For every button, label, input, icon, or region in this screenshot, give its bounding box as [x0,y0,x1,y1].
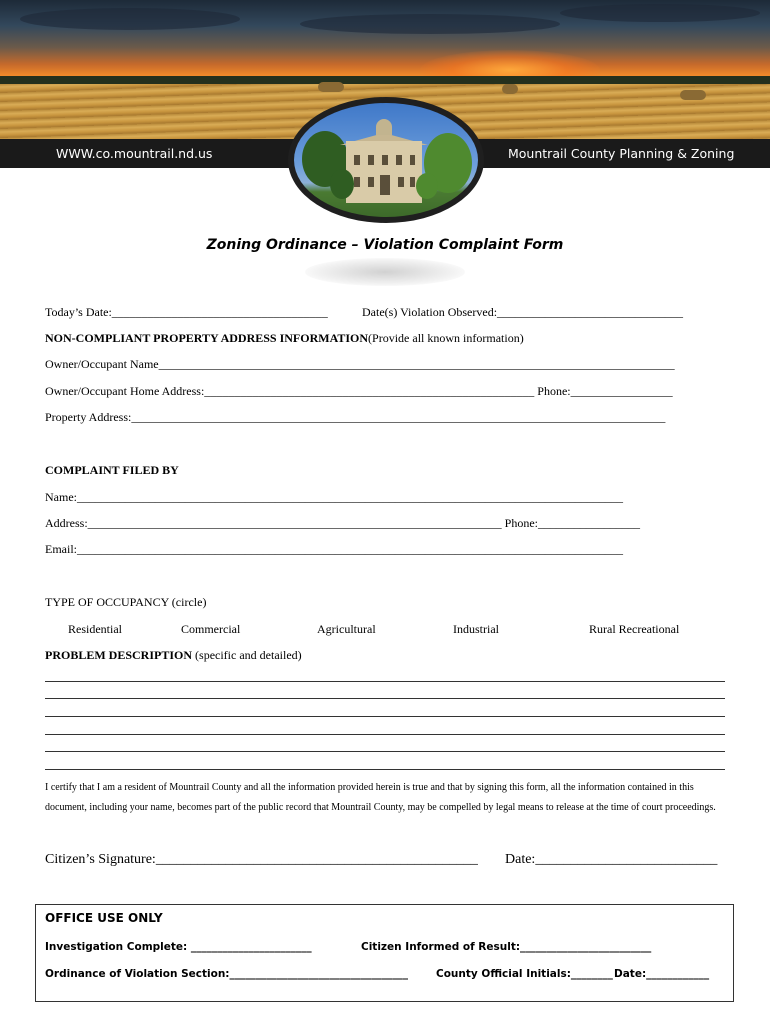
todays-date-field[interactable]: Today’s Date:____________________________________ [45,305,328,319]
problem-heading-note: (specific and detailed) [192,648,302,662]
window [368,177,374,187]
window [382,155,388,165]
office-date-field[interactable]: Date:____________ [614,968,710,980]
window [410,177,415,187]
ordinance-section-field[interactable]: Ordinance of Violation Section:__________________________________ [45,968,409,980]
hay-bale [318,82,344,92]
signature-date-field[interactable]: Date:__________________________ [505,852,718,867]
occupancy-agricultural[interactable]: Agricultural [317,622,376,636]
window [354,155,360,165]
problem-line[interactable] [45,751,725,752]
hay-bale [680,90,706,100]
problem-line[interactable] [45,769,725,770]
violation-date-field[interactable]: Date(s) Violation Observed:_______________________________ [362,305,684,319]
window [398,177,404,187]
title-shadow [305,258,465,286]
office-use-heading: OFFICE USE ONLY [45,911,163,925]
problem-line[interactable] [45,734,725,735]
property-section-heading [45,331,524,346]
courthouse-dome [376,119,392,135]
website-link[interactable]: WWW.co.mountrail.nd.us [56,146,213,161]
occupancy-residential[interactable]: Residential [68,622,122,636]
window [410,155,415,165]
problem-line[interactable] [45,716,725,717]
citizen-informed-field[interactable]: Citizen Informed of Result:_________________________ [361,941,652,953]
complaint-heading: COMPLAINT FILED BY [45,463,179,477]
form-title: Zoning Ordinance – Violation Complaint Form [206,237,564,253]
window [368,155,374,165]
occupancy-industrial[interactable]: Industrial [453,622,499,636]
problem-heading-text: PROBLEM DESCRIPTION [45,648,193,662]
county-initials-field[interactable]: County Official Initials:________ [436,968,613,980]
owner-address-field[interactable]: Owner/Occupant Home Address:_______________________________________________________ Phone:_________________ [45,384,673,398]
complainant-address-field[interactable]: Address:_____________________________________________________________________ Phone:_________________ [45,516,640,530]
hay-bale [502,84,518,94]
cloud [300,14,560,34]
window [396,155,402,165]
window [354,177,360,187]
courthouse-image [294,103,478,217]
property-address-field[interactable]: Property Address:_________________________________________________________________________________________ [45,410,666,424]
problem-line[interactable] [45,681,725,682]
owner-name-field[interactable]: Owner/Occupant Name______________________________________________________________________________________ [45,357,675,371]
courthouse-photo [288,97,484,223]
courthouse-building [346,141,422,203]
property-heading-note: (Provide all known information) [368,331,524,345]
occupancy-rural-recreational[interactable]: Rural Recreational [589,622,680,636]
property-heading-text: NON-COMPLIANT PROPERTY ADDRESS INFORMATION [45,331,369,345]
complainant-email-field[interactable]: Email:___________________________________________________________________________________________ [45,542,623,556]
tree [416,173,438,199]
certification-text: I certify that I am a resident of Mountrail County and all the information provided herein is true and that by signing this form, all the information contained in this document, including your name, becomes part of the public record that Mountrail County, may be compelled by legal means to release at the time of court proceedings. [45,782,716,813]
entrance [380,175,390,195]
problem-line[interactable] [45,698,725,699]
complainant-name-field[interactable]: Name:___________________________________________________________________________________________ [45,490,623,504]
signature-field[interactable]: Citizen’s Signature:______________________________________________ [45,852,478,867]
investigation-complete-field[interactable]: Investigation Complete: _______________________ [45,941,312,953]
occupancy-heading: TYPE OF OCCUPANCY (circle) [45,595,207,609]
cloud [20,8,240,30]
department-name: Mountrail County Planning & Zoning [508,146,735,161]
occupancy-commercial[interactable]: Commercial [181,622,241,636]
tree [330,169,354,199]
problem-heading [45,648,302,663]
cloud [560,4,760,22]
